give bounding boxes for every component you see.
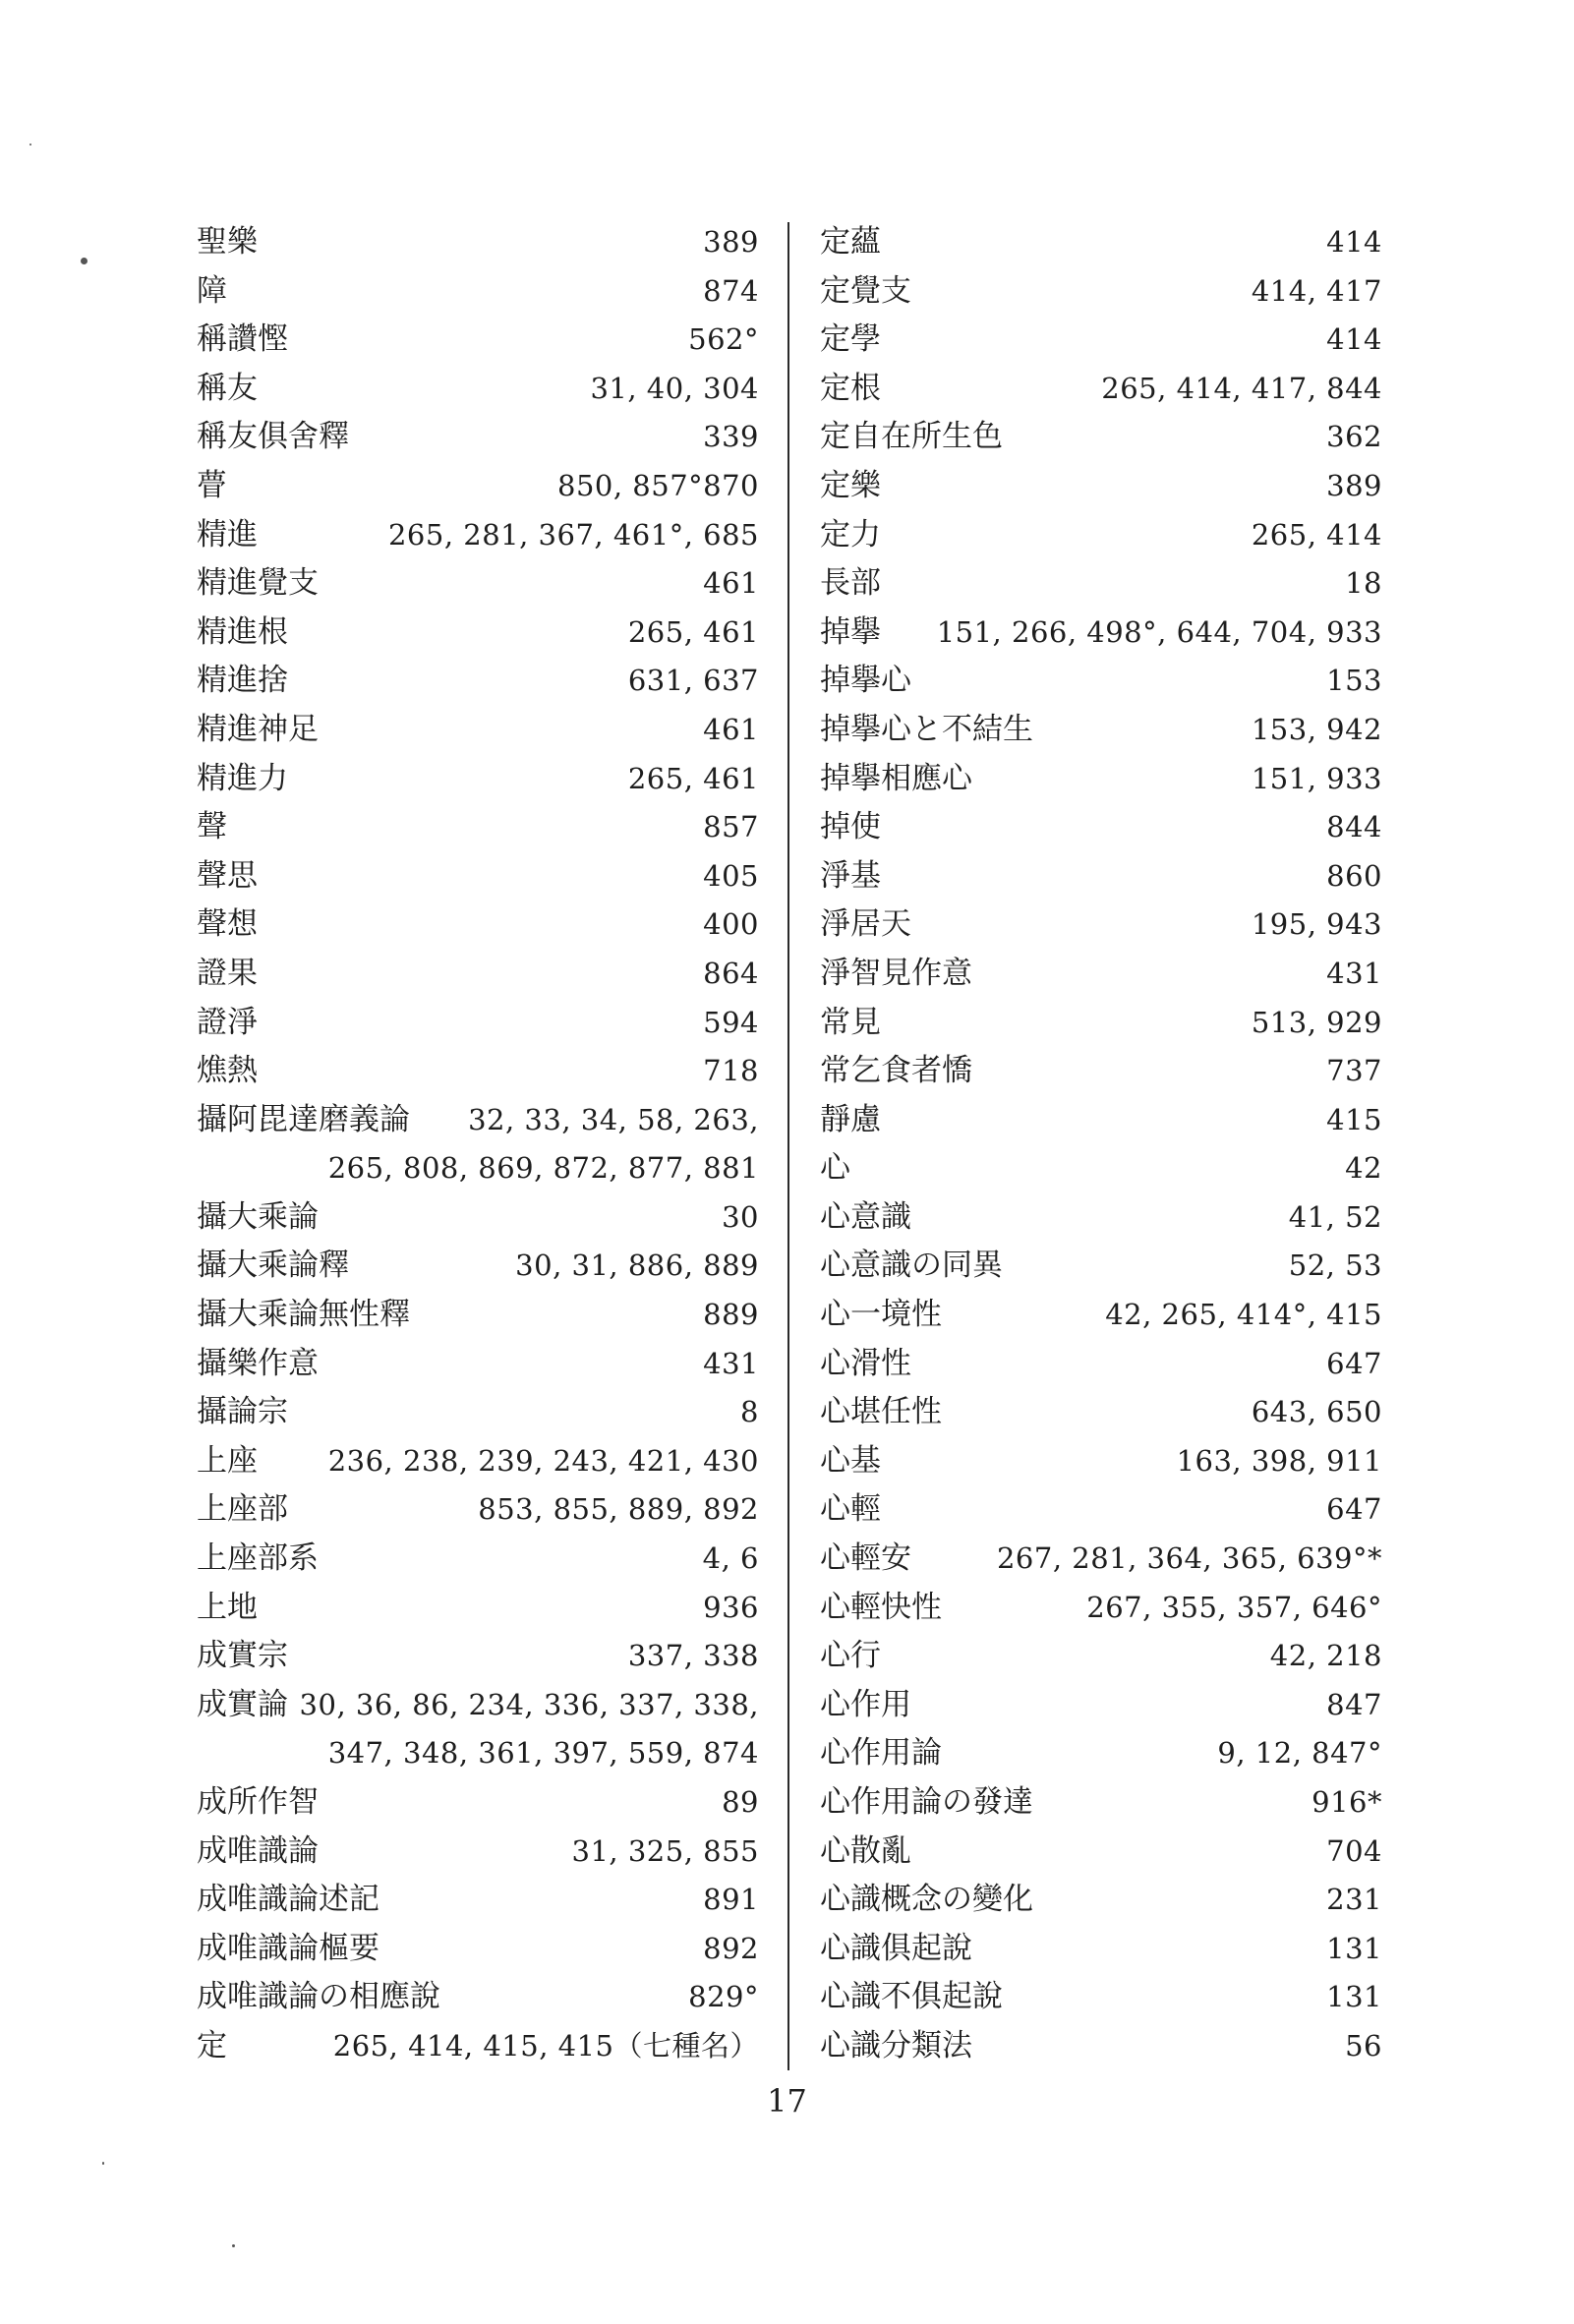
index-pages: 42 xyxy=(1345,1151,1382,1186)
index-pages: 31, 325, 855 xyxy=(571,1833,759,1868)
index-entry xyxy=(197,1778,759,1828)
index-entry xyxy=(820,1535,1382,1584)
index-entry xyxy=(820,999,1382,1048)
index-term: 定自在所生色 xyxy=(820,419,1003,455)
index-term: 障 xyxy=(197,272,227,309)
index-pages: 9, 12, 847° xyxy=(1217,1736,1382,1771)
index-pages: 853, 855, 889, 892 xyxy=(478,1492,759,1527)
index-term: 掉擧 xyxy=(820,613,881,650)
index-entry xyxy=(820,1047,1382,1096)
index-pages: 30, 31, 886, 889 xyxy=(515,1249,759,1283)
index-term: 心識不俱起說 xyxy=(820,1979,1003,2015)
index-entry xyxy=(197,999,759,1048)
index-term: 精進覺支 xyxy=(197,565,319,602)
index-entry xyxy=(820,511,1382,560)
index-entry xyxy=(820,2022,1382,2071)
index-pages: 265, 414 xyxy=(1251,517,1382,552)
column-divider xyxy=(787,222,789,2070)
index-pages: 131 xyxy=(1326,1980,1382,2014)
index-entry xyxy=(820,1242,1382,1291)
index-entry xyxy=(197,1340,759,1389)
index-entry xyxy=(820,803,1382,852)
index-entry xyxy=(820,1876,1382,1925)
index-entry xyxy=(820,1729,1382,1778)
index-pages: 389 xyxy=(1326,468,1382,502)
index-column-left xyxy=(197,218,759,2071)
index-term: 心散亂 xyxy=(820,1832,911,1869)
index-term: 攝大乘論無性釋 xyxy=(197,1297,410,1333)
index-pages: 265, 461 xyxy=(627,614,759,649)
index-entry xyxy=(820,852,1382,901)
index-term: 心識概念の變化 xyxy=(820,1882,1033,1918)
index-pages: 562° xyxy=(688,322,759,357)
index-term: 掉擧心と不結生 xyxy=(820,711,1033,747)
index-pages: 389 xyxy=(703,225,759,259)
index-entry xyxy=(820,413,1382,462)
index-pages: 461 xyxy=(703,712,759,746)
index-entry xyxy=(820,657,1382,706)
index-entry xyxy=(197,1828,759,1877)
index-term: 聲思 xyxy=(197,857,258,894)
index-pages: 643, 650 xyxy=(1251,1395,1382,1429)
index-entry xyxy=(197,1193,759,1243)
index-term: 心識分類法 xyxy=(820,2027,972,2063)
index-pages: 151, 933 xyxy=(1251,761,1382,795)
index-entry xyxy=(197,1388,759,1437)
index-entry xyxy=(197,1681,759,1778)
index-entry xyxy=(197,657,759,706)
index-term: 定學 xyxy=(820,321,881,358)
index-term: 精進神足 xyxy=(197,711,319,747)
index-entry xyxy=(197,755,759,804)
scan-speck xyxy=(102,2162,104,2165)
index-entry xyxy=(197,462,759,511)
index-pages: 42, 265, 414°, 415 xyxy=(1105,1298,1382,1332)
index-term: 瞢 xyxy=(197,467,227,503)
index-entry xyxy=(197,1925,759,1974)
index-entry xyxy=(820,1828,1382,1877)
index-term: 稱友 xyxy=(197,370,258,406)
index-entry xyxy=(197,413,759,462)
index-entry xyxy=(197,267,759,317)
index-term: 聖樂 xyxy=(197,224,258,260)
index-pages: 131 xyxy=(1326,1931,1382,1965)
index-entry xyxy=(820,559,1382,609)
index-entry xyxy=(197,1047,759,1096)
index-pages: 265, 414, 415, 415（七種名） xyxy=(332,2028,759,2063)
index-term: 淨智見作意 xyxy=(820,955,972,991)
index-term: 攝樂作意 xyxy=(197,1345,319,1381)
index-pages: 236, 238, 239, 243, 421, 430 xyxy=(327,1443,759,1478)
index-term: 成唯識論樞要 xyxy=(197,1930,379,1966)
index-term: 攝論宗 xyxy=(197,1394,288,1430)
index-pages: 891 xyxy=(703,1883,759,1917)
index-term: 心一境性 xyxy=(820,1297,942,1333)
index-entry xyxy=(197,218,759,267)
index-pages: 431 xyxy=(1326,956,1382,990)
index-term: 稱讚慳 xyxy=(197,321,288,358)
scan-speck xyxy=(29,144,31,145)
index-term: 心基 xyxy=(820,1442,881,1479)
index-term: 心意識の同異 xyxy=(820,1248,1003,1284)
index-term: 心作用論の發達 xyxy=(820,1784,1033,1820)
index-entry xyxy=(197,1876,759,1925)
index-pages: 631, 637 xyxy=(627,664,759,698)
index-term: 心輕 xyxy=(820,1491,881,1528)
index-term: 證淨 xyxy=(197,1004,258,1040)
index-entry xyxy=(820,1925,1382,1974)
index-term: 聲想 xyxy=(197,906,258,943)
index-pages: 461 xyxy=(703,566,759,601)
index-term: 成實論 xyxy=(197,1686,288,1722)
index-pages: 718 xyxy=(703,1054,759,1088)
index-entry xyxy=(197,1535,759,1584)
index-pages: 936 xyxy=(703,1590,759,1624)
index-pages: 18 xyxy=(1345,566,1382,601)
index-pages: 31, 40, 304 xyxy=(590,371,759,405)
index-term: 定 xyxy=(197,2027,227,2063)
index-entry xyxy=(820,267,1382,317)
index-entry xyxy=(197,706,759,755)
index-pages: 52, 53 xyxy=(1288,1249,1382,1283)
index-pages: 30 xyxy=(722,1199,759,1234)
index-pages-continued: 265, 808, 869, 872, 877, 881 xyxy=(327,1151,759,1186)
index-term: 稱友俱舍釋 xyxy=(197,419,349,455)
index-term: 證果 xyxy=(197,955,258,991)
index-pages: 337, 338 xyxy=(627,1639,759,1673)
index-term: 聲 xyxy=(197,809,227,845)
index-entry xyxy=(197,901,759,950)
index-entry xyxy=(197,609,759,658)
index-term: 上地 xyxy=(197,1589,258,1625)
index-column-right xyxy=(820,218,1382,2071)
index-pages: 362 xyxy=(1326,420,1382,454)
index-pages: 431 xyxy=(703,1346,759,1380)
index-term: 掉擧相應心 xyxy=(820,760,972,796)
index-pages: 847 xyxy=(1326,1687,1382,1721)
index-pages: 339 xyxy=(703,420,759,454)
index-entry xyxy=(820,218,1382,267)
index-term: 燋熱 xyxy=(197,1053,258,1089)
index-entry xyxy=(197,1437,759,1486)
index-pages: 850, 857°870 xyxy=(557,468,759,502)
index-term: 上座 xyxy=(197,1442,258,1479)
index-pages: 151, 266, 498°, 644, 704, 933 xyxy=(936,614,1382,649)
index-term: 心識俱起說 xyxy=(820,1930,972,1966)
index-pages: 30, 36, 86, 234, 336, 337, 338, xyxy=(299,1687,759,1721)
index-entry xyxy=(197,803,759,852)
index-pages: 56 xyxy=(1345,2028,1382,2063)
index-term: 淨居天 xyxy=(820,906,911,943)
index-term: 靜慮 xyxy=(820,1101,881,1137)
index-term: 心意識 xyxy=(820,1198,911,1235)
index-term: 成所作智 xyxy=(197,1784,319,1820)
index-pages: 153 xyxy=(1326,664,1382,698)
index-pages: 41, 52 xyxy=(1288,1199,1382,1234)
index-pages: 414 xyxy=(1326,322,1382,357)
index-entry xyxy=(820,1291,1382,1340)
index-pages: 874 xyxy=(703,273,759,308)
index-entry xyxy=(197,1485,759,1535)
index-entry xyxy=(820,1437,1382,1486)
index-term: 心行 xyxy=(820,1638,881,1674)
index-entry xyxy=(197,950,759,999)
index-term: 成唯識論述記 xyxy=(197,1882,379,1918)
index-entry xyxy=(820,901,1382,950)
index-term: 掉擧心 xyxy=(820,663,911,699)
index-term: 精進 xyxy=(197,516,258,552)
index-pages: 647 xyxy=(1326,1346,1382,1380)
index-term: 攝大乘論 xyxy=(197,1198,319,1235)
index-term: 定根 xyxy=(820,370,881,406)
index-entry xyxy=(820,316,1382,365)
index-term: 定樂 xyxy=(820,467,881,503)
index-entry xyxy=(820,1096,1382,1145)
index-term: 心作用論 xyxy=(820,1735,942,1772)
index-term: 心作用 xyxy=(820,1686,911,1722)
index-entry xyxy=(820,1632,1382,1681)
index-pages: 265, 414, 417, 844 xyxy=(1101,371,1382,405)
index-entry xyxy=(820,1485,1382,1535)
index-entry xyxy=(197,1291,759,1340)
index-entry xyxy=(820,1144,1382,1193)
index-entry xyxy=(820,1973,1382,2022)
index-entry xyxy=(197,511,759,560)
index-term: 成唯識論の相應說 xyxy=(197,1979,440,2015)
index-pages: 513, 929 xyxy=(1251,1005,1382,1039)
index-entry xyxy=(197,2022,759,2071)
index-pages: 889 xyxy=(703,1298,759,1332)
index-term: 心輕安 xyxy=(820,1540,911,1577)
index-entry xyxy=(820,609,1382,658)
index-entry xyxy=(820,1193,1382,1243)
index-pages-continued: 347, 348, 361, 397, 559, 874 xyxy=(327,1736,759,1771)
index-term: 精進力 xyxy=(197,760,288,796)
index-term: 成唯識論 xyxy=(197,1832,319,1869)
index-entry xyxy=(820,950,1382,999)
index-entry xyxy=(197,316,759,365)
index-pages: 4, 6 xyxy=(702,1541,759,1576)
index-entry xyxy=(820,1340,1382,1389)
index-pages: 267, 281, 364, 365, 639°* xyxy=(996,1541,1382,1576)
index-pages: 414, 417 xyxy=(1251,273,1382,308)
index-pages: 267, 355, 357, 646° xyxy=(1086,1590,1382,1624)
index-term: 心輕快性 xyxy=(820,1589,942,1625)
index-pages: 892 xyxy=(703,1931,759,1965)
index-pages: 864 xyxy=(703,956,759,990)
index-entry xyxy=(197,852,759,901)
index-term: 掉使 xyxy=(820,809,881,845)
index-term: 心滑性 xyxy=(820,1345,911,1381)
index-term: 淨基 xyxy=(820,857,881,894)
index-term: 成實宗 xyxy=(197,1638,288,1674)
index-entry xyxy=(820,1681,1382,1730)
index-entry xyxy=(197,1096,759,1193)
index-pages: 737 xyxy=(1326,1054,1382,1088)
index-entry xyxy=(197,365,759,414)
index-pages: 829° xyxy=(688,1980,759,2014)
index-entry xyxy=(820,706,1382,755)
index-entry xyxy=(820,365,1382,414)
index-term: 長部 xyxy=(820,565,881,602)
index-pages: 8 xyxy=(740,1395,759,1429)
index-term: 定蘊 xyxy=(820,224,881,260)
index-entry xyxy=(197,1584,759,1633)
index-term: 定覺支 xyxy=(820,272,911,309)
index-term: 攝阿毘達磨義論 xyxy=(197,1101,410,1137)
index-entry xyxy=(820,1778,1382,1828)
index-pages: 857 xyxy=(703,810,759,844)
index-pages: 195, 943 xyxy=(1251,907,1382,942)
index-entry xyxy=(820,1388,1382,1437)
index-pages: 42, 218 xyxy=(1269,1639,1382,1673)
index-pages: 265, 461 xyxy=(627,761,759,795)
index-pages: 704 xyxy=(1326,1833,1382,1868)
index-entry xyxy=(197,1242,759,1291)
index-term: 攝大乘論釋 xyxy=(197,1248,349,1284)
index-term: 心堪任性 xyxy=(820,1394,942,1430)
scan-speck xyxy=(232,2244,235,2247)
index-entry xyxy=(820,755,1382,804)
index-pages: 89 xyxy=(722,1785,759,1819)
index-entry xyxy=(820,462,1382,511)
index-term: 上座部系 xyxy=(197,1540,319,1577)
index-pages: 405 xyxy=(703,858,759,893)
index-term: 定力 xyxy=(820,516,881,552)
index-pages: 400 xyxy=(703,907,759,942)
index-pages: 265, 281, 367, 461°, 685 xyxy=(387,517,759,552)
index-pages: 647 xyxy=(1326,1492,1382,1527)
page-number: 17 xyxy=(767,2082,807,2120)
index-pages: 415 xyxy=(1326,1102,1382,1136)
index-pages: 594 xyxy=(703,1005,759,1039)
index-term: 上座部 xyxy=(197,1491,288,1528)
index-term: 精進根 xyxy=(197,613,288,650)
index-pages: 844 xyxy=(1326,810,1382,844)
index-pages: 231 xyxy=(1326,1883,1382,1917)
index-pages: 916* xyxy=(1312,1785,1382,1819)
index-entry xyxy=(197,1973,759,2022)
scan-speck xyxy=(81,258,87,264)
index-term: 心 xyxy=(820,1150,850,1187)
index-entry xyxy=(820,1584,1382,1633)
index-pages: 153, 942 xyxy=(1251,712,1382,746)
index-entry xyxy=(197,1632,759,1681)
index-pages: 414 xyxy=(1326,225,1382,259)
index-entry xyxy=(197,559,759,609)
index-pages: 32, 33, 34, 58, 263, xyxy=(468,1102,759,1136)
index-term: 常乞食者憍 xyxy=(820,1053,972,1089)
index-pages: 163, 398, 911 xyxy=(1176,1443,1382,1478)
index-term: 常見 xyxy=(820,1004,881,1040)
index-pages: 860 xyxy=(1326,858,1382,893)
index-term: 精進捨 xyxy=(197,663,288,699)
